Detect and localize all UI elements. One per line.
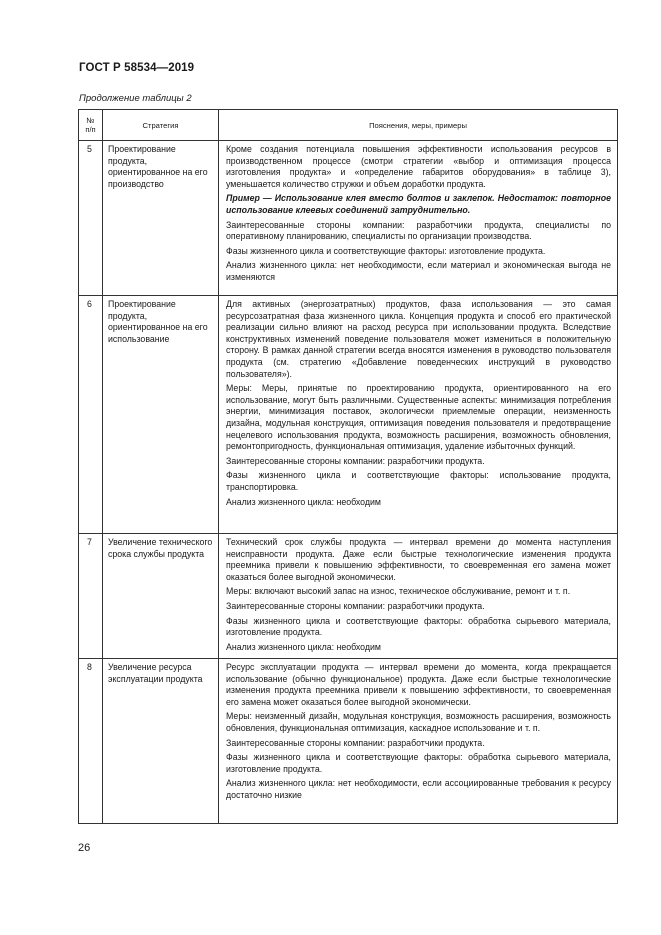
row-number: 5 (79, 141, 103, 296)
row-number: 7 (79, 534, 103, 659)
notes-paragraph: Ресурс эксплуатации продукта — интервал времени до момента, когда прекращается использование (обычно функциональное) продукта. Даже если быстрые технологические изменения продукта преемника привели к повышению эффективности, то своевременная его замена может оказаться более выгодной экономически. (226, 662, 611, 707)
notes-paragraph: Технический срок службы продукта — интервал времени до момента наступления неисправности продукта. Даже если быстрые технологические изменения продукта преемника привели к повышению эффективности, то своевременная его замена может оказаться более выгодной экономически. (226, 537, 611, 582)
table-row (79, 659, 618, 824)
table-row (79, 296, 618, 534)
row-strategy: Проектирование продукта, ориентированное на его производство (103, 141, 219, 296)
notes-paragraph: Кроме создания потенциала повышения эффективности использования ресурсов в производственном процессе (смотри стратегии «выбор и оптимизация процесса изготовления продукта» и «определение габаритов оборудования» в таблице 3), уменьшается количество стружки и объем доработки продукта. (226, 144, 611, 189)
row-strategy: Увеличение ресурса эксплуатации продукта (103, 659, 219, 824)
table-caption: Продолжение таблицы 2 (79, 93, 192, 104)
notes-paragraph: Заинтересованные стороны компании: разработчики продукта, специалисты по оперативному планированию, специалисты по организации производства. (226, 219, 611, 242)
row-strategy: Проектирование продукта, ориентированное на его использование (103, 296, 219, 534)
page-number: 26 (78, 842, 91, 854)
notes-paragraph: Анализ жизненного цикла: нет необходимости, если ассоциированные требования к ресурсу достаточно низкие (226, 778, 611, 800)
row-number: 6 (79, 296, 103, 534)
row-notes (219, 141, 618, 296)
notes-paragraph: Фазы жизненного цикла и соответствующие факторы: обработка сырьевого материала, изготовление продукта. (226, 752, 611, 774)
row-notes (219, 534, 618, 659)
notes-paragraph: Фазы жизненного цикла и соответствующие факторы: изготовление продукта. (226, 245, 546, 256)
notes-paragraph: Заинтересованные стороны компании: разработчики продукта. (226, 455, 485, 466)
header-notes: Пояснения, меры, примеры (219, 110, 618, 141)
table-row (79, 534, 618, 659)
strategies-table (78, 109, 618, 824)
row-number: 8 (79, 659, 103, 824)
header-num: № п/п (79, 110, 103, 141)
example-paragraph: Пример — Использование клея вместо болтов и заклепок. Недостаток: повторное использование клеевых соединений затруднительно. (226, 193, 611, 215)
header-strategy: Стратегия (103, 110, 219, 141)
row-notes (219, 659, 618, 824)
notes-paragraph: Заинтересованные стороны компании: разработчики продукта. (226, 737, 485, 748)
table-header-row (79, 110, 618, 141)
document-code: ГОСТ Р 58534—2019 (79, 62, 195, 74)
notes-paragraph: Анализ жизненного цикла: необходим (226, 641, 381, 652)
notes-paragraph: Фазы жизненного цикла и соответствующие факторы: обработка сырьевого материала, изготовление продукта. (226, 615, 611, 638)
table-row (79, 141, 618, 296)
notes-paragraph: Меры: неизменный дизайн, модульная конструкция, возможность расширения, возможность обновления, функциональная оптимизация, каскадное использование и т. п. (226, 711, 611, 733)
notes-paragraph: Меры: включают высокий запас на износ, техническое обслуживание, ремонт и т. п. (226, 586, 571, 597)
notes-paragraph: Заинтересованные стороны компании: разработчики продукта. (226, 600, 485, 611)
notes-paragraph: Анализ жизненного цикла: нет необходимости, если материал и экономическая выгода не изменяются (226, 260, 611, 282)
notes-paragraph: Анализ жизненного цикла: необходим (226, 496, 381, 507)
row-notes (219, 296, 618, 534)
notes-paragraph: Для активных (энергозатратных) продуктов, фаза использования — это самая ресурсозатратная фаза жизненного цикла. Концепция продукта и способ его практической реализации сильно влияют на расход ресурса при использовании продукта. Вследствие конструктивных изменений поведение пользователя может измениться в положительную сторону. В рамках данной стратегии всегда вносятся изменения в руководство пользователя продукта (см. стратегию «Добавление поведенческих инструкций в руководство пользователя»). (226, 299, 611, 379)
row-strategy: Увеличение технического срока службы продукта (103, 534, 219, 659)
notes-paragraph: Фазы жизненного цикла и соответствующие факторы: использование продукта, транспортировка. (226, 470, 611, 492)
notes-paragraph: Меры: Меры, принятые по проектированию продукта, ориентированного на его использование, могут быть различными. Существенные аспекты: минимизация потребления энергии, минимизация поставок, экологически приемлемые операции, неизменность дизайна, модульная конструкция, оптимизация поведения пользователя и предотвращение нецелевого использования продукта, возможность расширения, возможность обновления, ремонтопригодность, функциональная оптимизация, удаление избыточных функций. (226, 383, 611, 452)
